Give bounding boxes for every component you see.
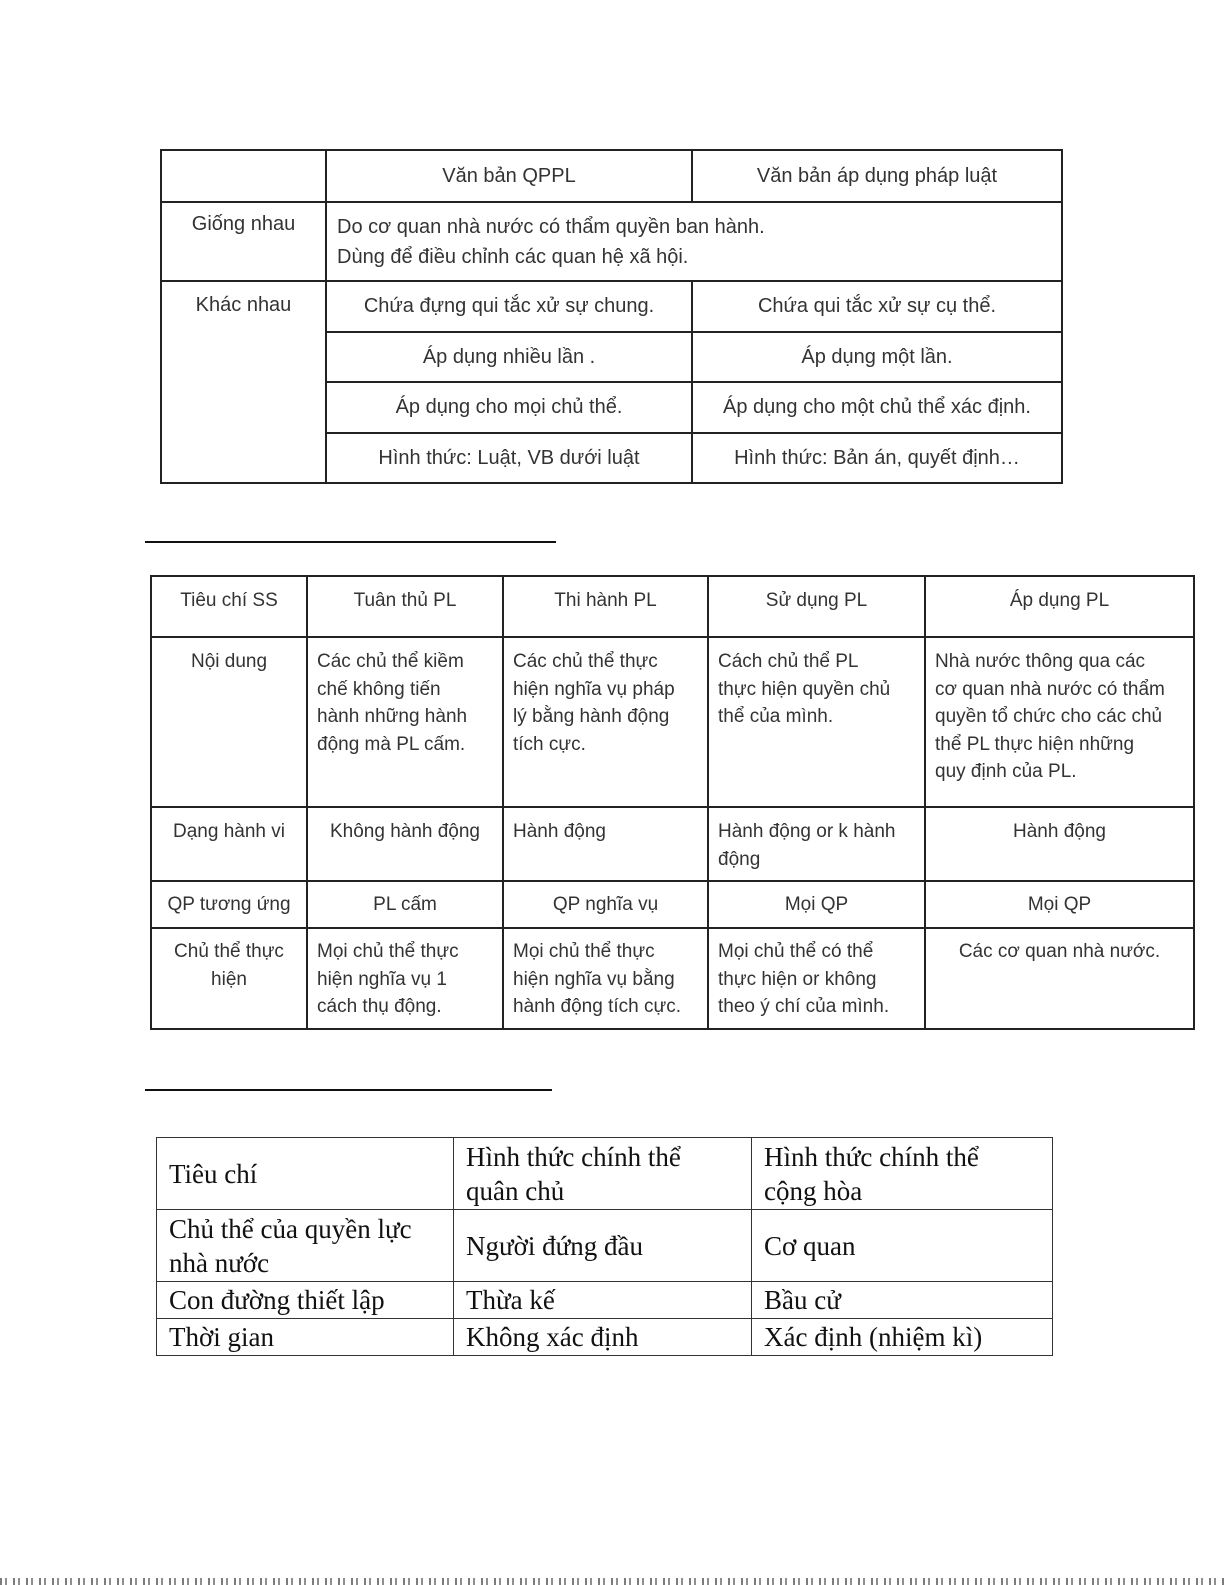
table-cell: Không hành động	[307, 807, 503, 881]
header-cell: Thi hành PL	[503, 576, 708, 637]
row-label: Thời gian	[157, 1319, 454, 1356]
table-cell: Mọi QP	[925, 881, 1194, 928]
table-header-row	[157, 1138, 1053, 1210]
table-cell: Chứa qui tắc xử sự cụ thể.	[692, 281, 1062, 332]
header-cell	[161, 150, 326, 202]
table-row	[161, 281, 1062, 332]
table-cell: PL cấm	[307, 881, 503, 928]
table-row	[151, 807, 1194, 881]
table-cell: Hình thức: Bản án, quyết định…	[692, 433, 1062, 483]
comparison-table-forms-of-government	[156, 1137, 1053, 1356]
table-row	[157, 1319, 1053, 1356]
row-label: QP tương ứng	[151, 881, 307, 928]
table-cell: Cách chủ thể PL thực hiện quyền chủ thể của mình.	[708, 637, 925, 807]
comparison-table-legal-documents	[160, 149, 1063, 484]
header-cell: Áp dụng PL	[925, 576, 1194, 637]
table-row	[161, 202, 1062, 281]
table-cell: Không xác định	[454, 1319, 752, 1356]
table-cell: Do cơ quan nhà nước có thẩm quyền ban hành. Dùng để điều chỉnh các quan hệ xã hội.	[326, 202, 1062, 281]
table-row	[151, 637, 1194, 807]
table-header-row	[161, 150, 1062, 202]
table-cell: Áp dụng cho một chủ thể xác định.	[692, 382, 1062, 433]
row-label: Nội dung	[151, 637, 307, 807]
table-cell: Mọi chủ thể thực hiện nghĩa vụ 1 cách thụ động.	[307, 928, 503, 1029]
comparison-table-law-implementation	[150, 575, 1195, 1030]
row-label: Chủ thể thực hiện	[151, 928, 307, 1029]
table-cell: Hành động	[925, 807, 1194, 881]
table-row	[151, 881, 1194, 928]
row-label: Giống nhau	[161, 202, 326, 281]
table-cell: Mọi chủ thể có thể thực hiện or không theo ý chí của mình.	[708, 928, 925, 1029]
table-cell: Các chủ thể kiềm chế không tiến hành những hành động mà PL cấm.	[307, 637, 503, 807]
table-cell: Nhà nước thông qua các cơ quan nhà nước có thẩm quyền tổ chức cho các chủ thể PL thực hiện những quy định của PL.	[925, 637, 1194, 807]
table-row	[151, 928, 1194, 1029]
table-cell: Mọi QP	[708, 881, 925, 928]
table-cell: Thừa kế	[454, 1282, 752, 1319]
row-label: Chủ thể của quyền lực nhà nước	[157, 1210, 454, 1282]
table-cell: Áp dụng nhiều lần .	[326, 332, 692, 382]
table-cell: Mọi chủ thể thực hiện nghĩa vụ bằng hành động tích cực.	[503, 928, 708, 1029]
row-label: Khác nhau	[161, 281, 326, 483]
table-cell: QP nghĩa vụ	[503, 881, 708, 928]
table-cell: Cơ quan	[752, 1210, 1053, 1282]
table-cell: Hành động	[503, 807, 708, 881]
row-label: Dạng hành vi	[151, 807, 307, 881]
header-cell: Tuân thủ PL	[307, 576, 503, 637]
table-cell: Các chủ thể thực hiện nghĩa vụ pháp lý bằng hành động tích cực.	[503, 637, 708, 807]
header-cell: Văn bản QPPL	[326, 150, 692, 202]
table-header-row	[151, 576, 1194, 637]
table-cell: Áp dụng cho mọi chủ thể.	[326, 382, 692, 433]
table-row	[157, 1282, 1053, 1319]
header-cell: Văn bản áp dụng pháp luật	[692, 150, 1062, 202]
section-underline	[145, 541, 556, 543]
table-cell: Chứa đựng qui tắc xử sự chung.	[326, 281, 692, 332]
table-cell: Áp dụng một lần.	[692, 332, 1062, 382]
header-cell: Hình thức chính thể cộng hòa	[752, 1138, 1053, 1210]
table-cell: Hình thức: Luật, VB dưới luật	[326, 433, 692, 483]
header-cell: Sử dụng PL	[708, 576, 925, 637]
header-cell: Tiêu chí SS	[151, 576, 307, 637]
section-underline	[145, 1089, 552, 1091]
table-cell: Người đứng đầu	[454, 1210, 752, 1282]
table-cell: Hành động or k hành động	[708, 807, 925, 881]
header-cell: Tiêu chí	[157, 1138, 454, 1210]
scan-artifact-strip	[0, 1578, 1225, 1585]
row-label: Con đường thiết lập	[157, 1282, 454, 1319]
table-row	[157, 1210, 1053, 1282]
table-cell: Bầu cử	[752, 1282, 1053, 1319]
table-cell: Xác định (nhiệm kì)	[752, 1319, 1053, 1356]
header-cell: Hình thức chính thể quân chủ	[454, 1138, 752, 1210]
table-cell: Các cơ quan nhà nước.	[925, 928, 1194, 1029]
